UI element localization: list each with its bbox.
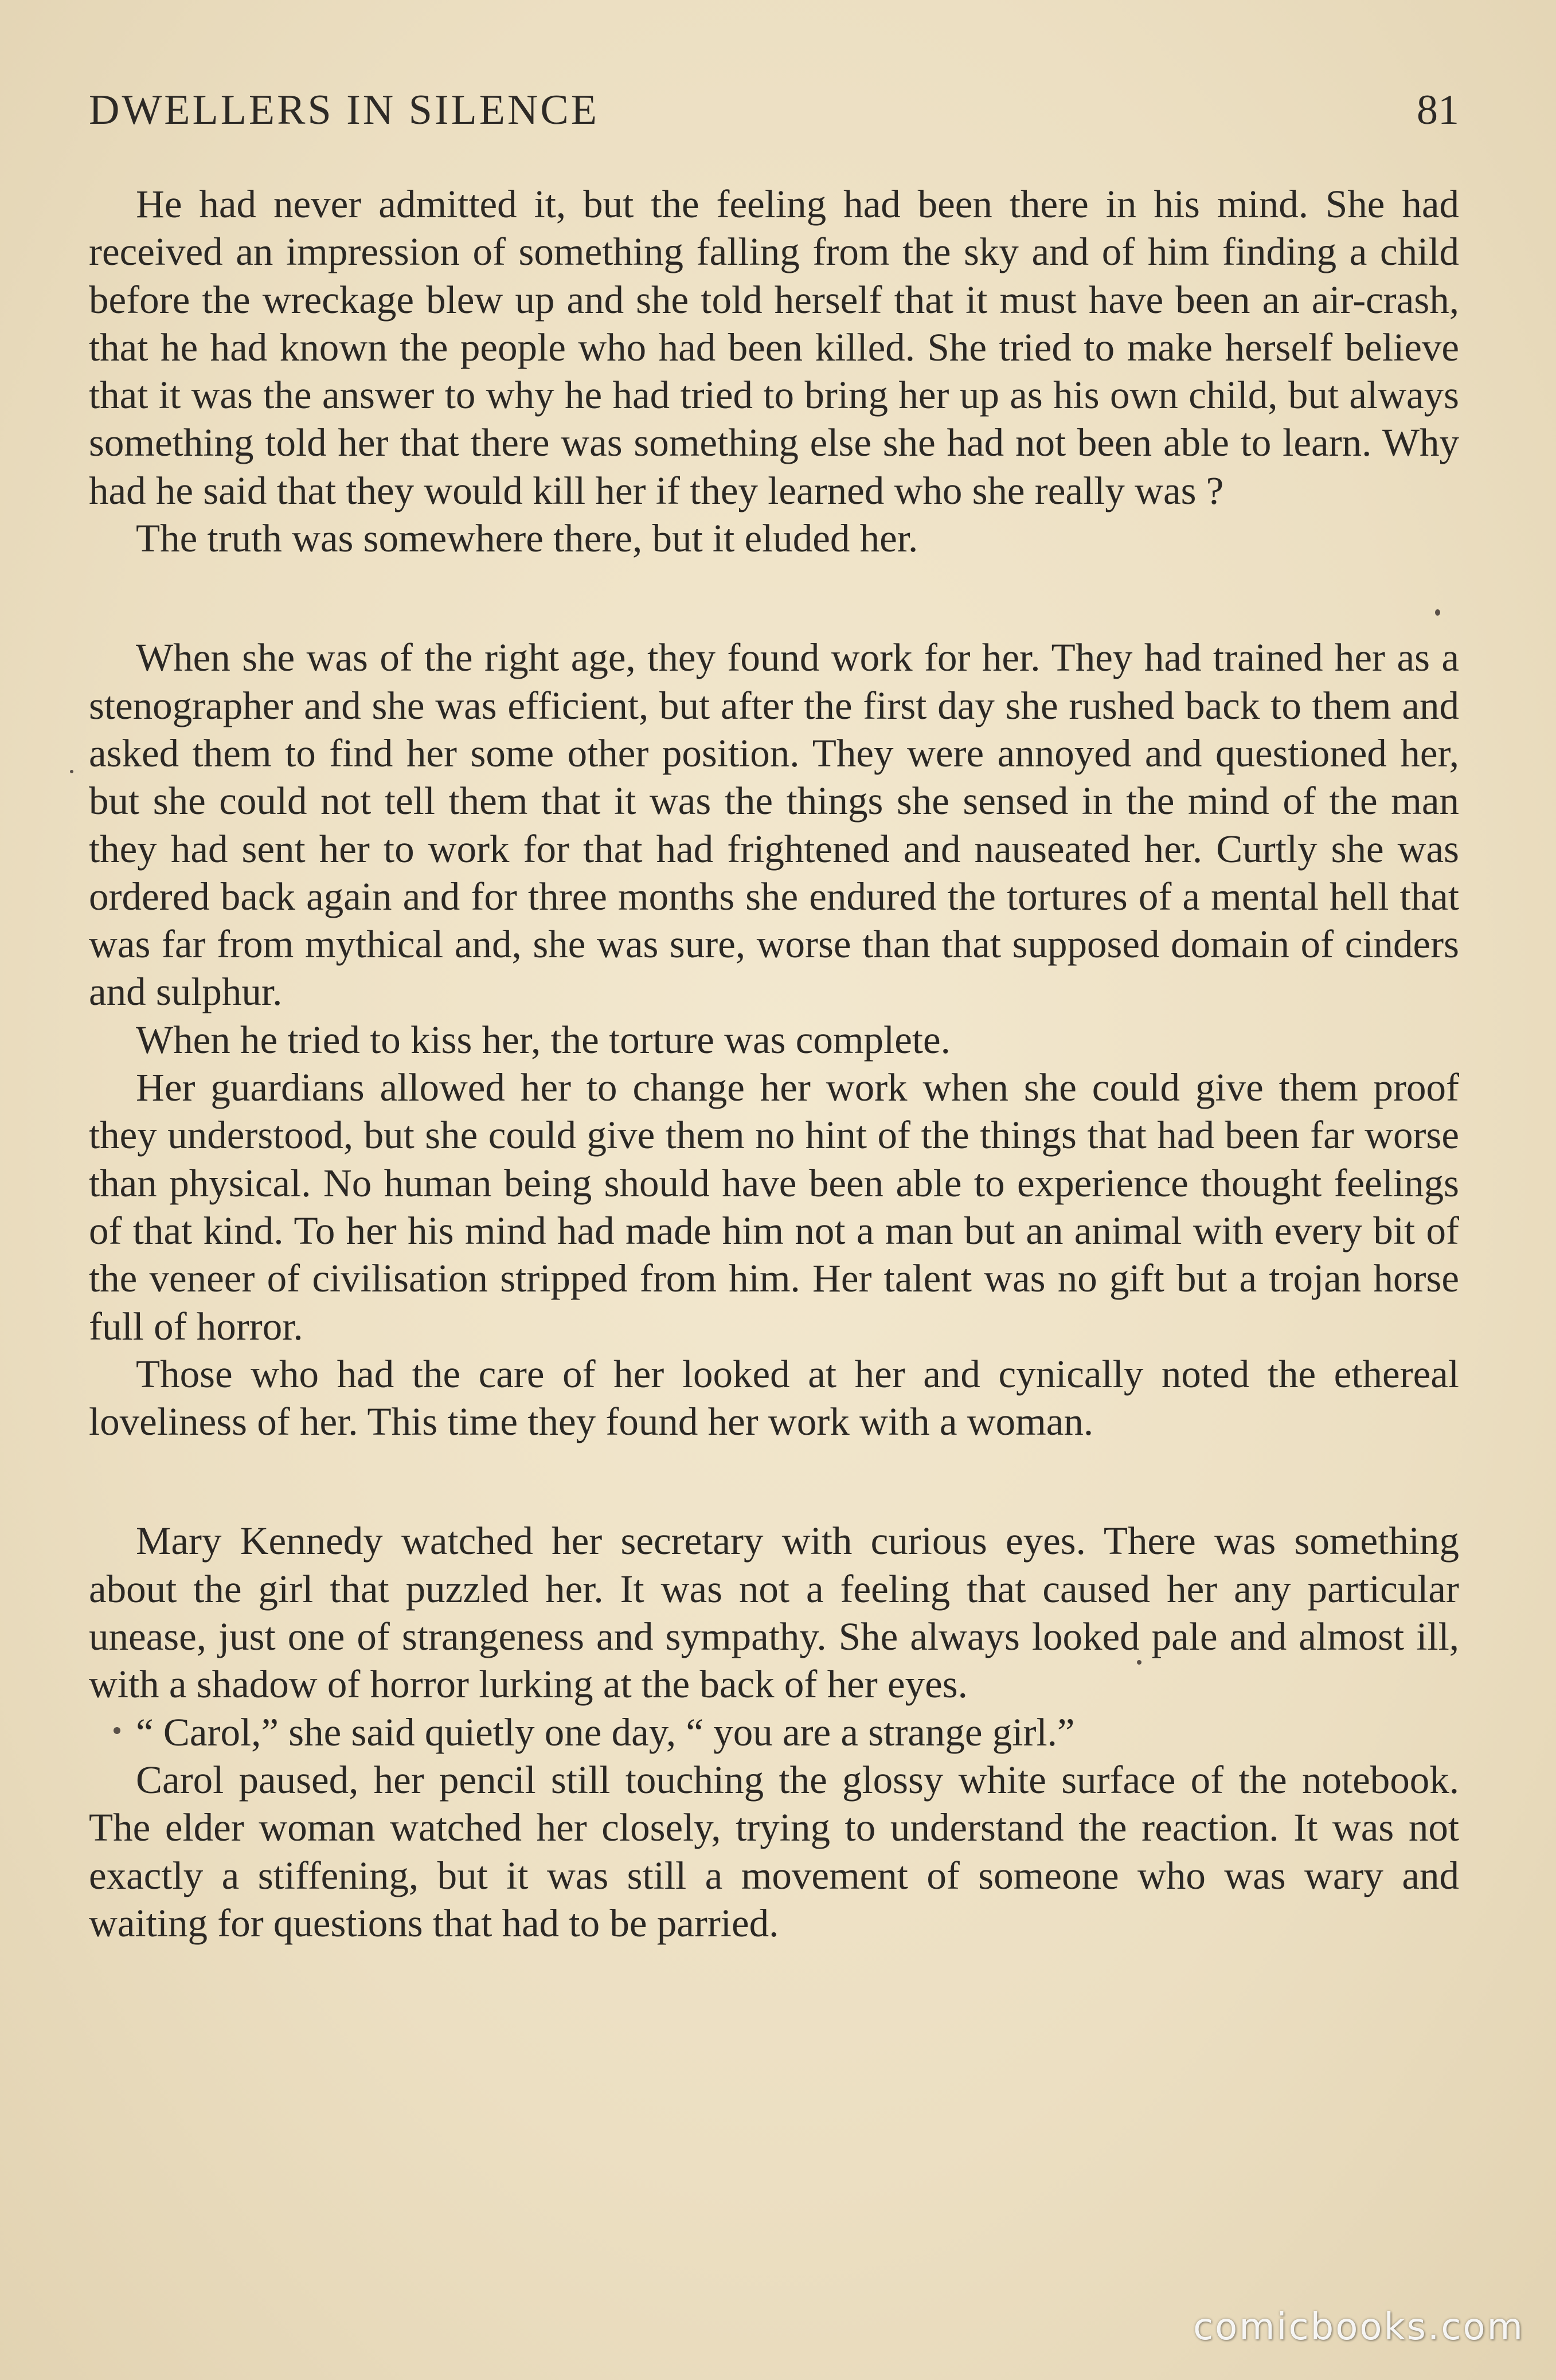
paragraph-7: Mary Kennedy watched her secretary with curious eyes. There was something about the girl that puzzled her. It was not a feeling that caused her any particular unease, just one of strangeness and sympathy. She always looked pale and almost ill, with a shadow of horror lurking at the back of her eyes. xyxy=(89,1519,1459,1706)
paragraph-1: He had never admitted it, but the feeling had been there in his mind. She had received an impression of something falling from the sky and of him finding a child before the wreckage blew up and she told herself that it must have been an air-crash, that he had known the people who had been killed. She tried to make herself believe that it was the answer to why he had tried to bring her up as his own child, but always something told her that there was something else she had not been able to learn. Why had he said that they would kill her if they learned who she really was ? xyxy=(89,182,1459,512)
body-text xyxy=(89,181,1459,1947)
paragraph-8: “ Carol,” she said quietly one day, “ you are a strange girl.” xyxy=(136,1710,1075,1754)
ink-speck xyxy=(114,1727,120,1734)
page-number: 81 xyxy=(1417,87,1459,134)
paragraph-5: Her guardians allowed her to change her work when she could give them proof they understood, but she could give them no hint of the things that had been far worse than physical. No human being should have been able to experience thought feelings of that kind. To her his mind had made him not a man but an animal with every bit of the veneer of civilisation stripped from him. Her talent was no gift but a trojan horse full of horror. xyxy=(89,1066,1459,1348)
paragraph-9: Carol paused, her pencil still touching the glossy white surface of the notebook. The elder woman watched her closely, trying to understand the reaction. It was not exactly a stiffening, but it was still a movement of someone who was wary and waiting for questions that had to be parried. xyxy=(89,1757,1459,1945)
ink-speck xyxy=(70,770,73,773)
paragraph-6: Those who had the care of her looked at her and cynically noted the ethereal loveliness of her. This time they found her work with a woman. xyxy=(89,1352,1459,1444)
paragraph-3: When she was of the right age, they found work for her. They had trained her as a stenographer and she was efficient, but after the first day she rushed back to them and asked them to find her some other position. They were annoyed and questioned her, but she could not tell them that it was the things she sensed in the mind of the man they had sent her to work for that had frightened and nauseated her. Curtly she was ordered back again and for three months she endured the tortures of a mental hell that was far from mythical and, she was sure, worse than that supposed domain of cinders and sulphur. xyxy=(89,636,1459,1014)
running-title: DWELLERS IN SILENCE xyxy=(89,87,599,134)
paragraph-2: The truth was somewhere there, but it eluded her. xyxy=(136,516,918,561)
running-head xyxy=(89,86,1459,149)
watermark: comicbooks.com xyxy=(1193,2306,1524,2348)
ink-speck xyxy=(1137,1660,1141,1665)
paragraph-4: When he tried to kiss her, the torture was complete. xyxy=(136,1017,951,1062)
ink-speck xyxy=(1435,609,1440,616)
